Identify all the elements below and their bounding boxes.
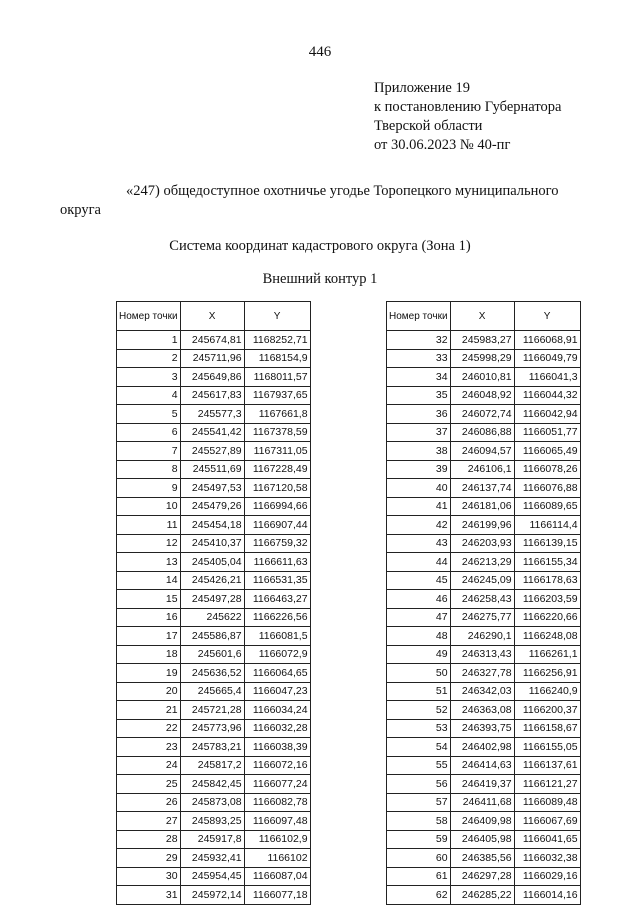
cell-point-number: 2 [117,349,181,368]
cell-x: 245527,89 [180,442,244,461]
cell-point-number: 35 [387,386,451,405]
cell-y: 1167378,59 [244,423,310,442]
cell-x: 246072,74 [450,405,514,424]
cell-y: 1166611,63 [244,553,310,572]
cell-y: 1166049,79 [514,349,580,368]
table-row [117,867,311,886]
cell-y: 1168011,57 [244,368,310,387]
cell-point-number: 41 [387,497,451,516]
cell-x: 246363,08 [450,701,514,720]
table-row [387,331,581,350]
table-body [387,331,581,905]
cell-x: 246402,98 [450,738,514,757]
cell-x: 245577,3 [180,405,244,424]
cell-y: 1166041,3 [514,368,580,387]
table-row [387,849,581,868]
cell-y: 1166078,26 [514,460,580,479]
cell-y: 1166226,56 [244,608,310,627]
cell-point-number: 22 [117,719,181,738]
cell-y: 1166032,38 [514,849,580,868]
cell-point-number: 14 [117,571,181,590]
cell-y: 1167120,58 [244,479,310,498]
cell-y: 1166137,61 [514,756,580,775]
table-row [117,664,311,683]
appendix-block [374,79,561,155]
cell-x: 245405,04 [180,553,244,572]
table-row [117,682,311,701]
cell-x: 246285,22 [450,886,514,905]
coordinates-table-right [386,301,581,905]
table-row [117,812,311,831]
cell-point-number: 17 [117,627,181,646]
cell-x: 245497,53 [180,479,244,498]
table-row [117,627,311,646]
cell-point-number: 6 [117,423,181,442]
cell-x: 246203,93 [450,534,514,553]
table-row [117,830,311,849]
cell-y: 1166038,39 [244,738,310,757]
cell-y: 1167937,65 [244,386,310,405]
contour-title: Внешний контур 1 [262,271,378,287]
cell-y: 1166240,9 [514,682,580,701]
cell-point-number: 20 [117,682,181,701]
table-row [387,645,581,664]
cell-x: 245497,28 [180,590,244,609]
cell-y: 1166068,91 [514,331,580,350]
cell-y: 1167311,05 [244,442,310,461]
cell-y: 1166072,16 [244,756,310,775]
table-row [117,331,311,350]
cell-y: 1166064,65 [244,664,310,683]
cell-point-number: 36 [387,405,451,424]
cell-point-number: 53 [387,719,451,738]
cell-x: 246199,96 [450,516,514,535]
cell-x: 246385,56 [450,849,514,868]
table-row [387,664,581,683]
cell-x: 246411,68 [450,793,514,812]
cell-x: 246010,81 [450,368,514,387]
cell-x: 245917,8 [180,830,244,849]
cell-x: 245586,87 [180,627,244,646]
cell-point-number: 60 [387,849,451,868]
cell-x: 245972,14 [180,886,244,905]
cell-y: 1166072,9 [244,645,310,664]
appendix-line: Тверской области [374,118,483,134]
table-row [387,534,581,553]
cell-x: 246297,28 [450,867,514,886]
cell-x: 245622 [180,608,244,627]
cell-x: 245932,41 [180,849,244,868]
cell-x: 245649,86 [180,368,244,387]
cell-point-number: 30 [117,867,181,886]
coordinates-table-left [116,301,311,905]
cell-y: 1166067,69 [514,812,580,831]
table-row [387,738,581,757]
cell-point-number: 27 [117,812,181,831]
table-row [117,442,311,461]
cell-point-number: 37 [387,423,451,442]
cell-x: 246094,57 [450,442,514,461]
cell-y: 1167661,8 [244,405,310,424]
cell-y: 1166044,32 [514,386,580,405]
table-row [387,627,581,646]
cell-x: 246409,98 [450,812,514,831]
cell-point-number: 24 [117,756,181,775]
table-row [117,756,311,775]
appendix-line: к постановлению Губернатора [374,99,562,115]
cell-x: 245873,08 [180,793,244,812]
cell-point-number: 46 [387,590,451,609]
cell-x: 245983,27 [450,331,514,350]
cell-y: 1168252,71 [244,331,310,350]
cell-y: 1166077,24 [244,775,310,794]
table-row [117,386,311,405]
table-row [117,368,311,387]
table-row [117,405,311,424]
cell-point-number: 29 [117,849,181,868]
cell-point-number: 61 [387,867,451,886]
cell-x: 246393,75 [450,719,514,738]
table-row [117,497,311,516]
cell-x: 246258,43 [450,590,514,609]
cell-point-number: 49 [387,645,451,664]
table-row [117,553,311,572]
cell-x: 245893,25 [180,812,244,831]
table-row [387,719,581,738]
table-row [117,460,311,479]
table-row [387,756,581,775]
table-row [387,590,581,609]
table-row [387,812,581,831]
cell-y: 1166759,32 [244,534,310,553]
cell-y: 1166041,65 [514,830,580,849]
cell-x: 246245,09 [450,571,514,590]
cell-x: 245636,52 [180,664,244,683]
table-row [117,349,311,368]
table-header-row [387,302,581,331]
table-row [117,886,311,905]
cell-point-number: 1 [117,331,181,350]
coordinate-system-title: Система координат кадастрового округа (Зона 1) [169,238,471,254]
cell-x: 245617,83 [180,386,244,405]
table-row [117,516,311,535]
cell-y: 1166034,24 [244,701,310,720]
cell-point-number: 12 [117,534,181,553]
cell-point-number: 32 [387,331,451,350]
cell-point-number: 21 [117,701,181,720]
column-header-y: Y [514,302,580,331]
cell-point-number: 15 [117,590,181,609]
cell-x: 246275,77 [450,608,514,627]
cell-y: 1166203,59 [514,590,580,609]
table-row [117,701,311,720]
appendix-line: от 30.06.2023 № 40-пг [374,137,511,153]
cell-point-number: 62 [387,886,451,905]
cell-point-number: 28 [117,830,181,849]
cell-point-number: 39 [387,460,451,479]
cell-point-number: 4 [117,386,181,405]
table-row [387,571,581,590]
table-row [387,460,581,479]
cell-point-number: 44 [387,553,451,572]
cell-y: 1166042,94 [514,405,580,424]
cell-x: 245783,21 [180,738,244,757]
cell-x: 245511,69 [180,460,244,479]
cell-point-number: 3 [117,368,181,387]
cell-point-number: 33 [387,349,451,368]
cell-y: 1166531,35 [244,571,310,590]
cell-y: 1167228,49 [244,460,310,479]
cell-point-number: 18 [117,645,181,664]
cell-y: 1166158,67 [514,719,580,738]
cell-point-number: 10 [117,497,181,516]
cell-y: 1166139,15 [514,534,580,553]
cell-point-number: 25 [117,775,181,794]
table-row [117,793,311,812]
cell-y: 1166178,63 [514,571,580,590]
table-row [387,405,581,424]
table-row [387,516,581,535]
cell-x: 245817,2 [180,756,244,775]
cell-point-number: 51 [387,682,451,701]
cell-x: 246181,06 [450,497,514,516]
cell-point-number: 11 [117,516,181,535]
table-body [117,331,311,905]
table-row [117,775,311,794]
table-row [387,553,581,572]
column-header-point-number: Номер точки [387,302,451,331]
cell-y: 1166089,48 [514,793,580,812]
document-heading: «247) общедоступное охотничье угодье Торопецкого муниципального округа [60,183,559,218]
cell-x: 246213,29 [450,553,514,572]
cell-y: 1166256,91 [514,664,580,683]
table-row [387,368,581,387]
table-row [117,645,311,664]
column-header-x: X [180,302,244,331]
cell-y: 1166200,37 [514,701,580,720]
cell-x: 246137,74 [450,479,514,498]
cell-y: 1166121,27 [514,775,580,794]
cell-point-number: 52 [387,701,451,720]
column-header-x: X [450,302,514,331]
cell-y: 1166907,44 [244,516,310,535]
table-row [387,386,581,405]
cell-x: 245711,96 [180,349,244,368]
cell-x: 246313,43 [450,645,514,664]
column-header-y: Y [244,302,310,331]
cell-x: 245454,18 [180,516,244,535]
cell-x: 246048,92 [450,386,514,405]
cell-point-number: 7 [117,442,181,461]
cell-point-number: 8 [117,460,181,479]
table-row [117,719,311,738]
table-row [117,534,311,553]
table-row [117,423,311,442]
cell-x: 246419,37 [450,775,514,794]
table-row [387,349,581,368]
cell-x: 245721,28 [180,701,244,720]
cell-x: 245410,37 [180,534,244,553]
cell-y: 1166155,34 [514,553,580,572]
cell-x: 245426,21 [180,571,244,590]
table-row [117,479,311,498]
cell-x: 246405,98 [450,830,514,849]
cell-x: 246086,88 [450,423,514,442]
cell-x: 245665,4 [180,682,244,701]
cell-y: 1166065,49 [514,442,580,461]
table-row [387,608,581,627]
cell-x: 245773,96 [180,719,244,738]
table-row [387,442,581,461]
table-header-row [117,302,311,331]
cell-y: 1166102 [244,849,310,868]
table-row [387,479,581,498]
table-row [117,738,311,757]
cell-point-number: 57 [387,793,451,812]
cell-point-number: 38 [387,442,451,461]
cell-point-number: 5 [117,405,181,424]
cell-x: 246414,63 [450,756,514,775]
cell-y: 1166081,5 [244,627,310,646]
cell-y: 1166248,08 [514,627,580,646]
table-row [117,590,311,609]
cell-y: 1166089,65 [514,497,580,516]
cell-y: 1166014,16 [514,886,580,905]
cell-y: 1166155,05 [514,738,580,757]
cell-x: 245601,6 [180,645,244,664]
cell-point-number: 55 [387,756,451,775]
cell-y: 1166261,1 [514,645,580,664]
cell-y: 1166047,23 [244,682,310,701]
table-row [387,701,581,720]
cell-y: 1166087,04 [244,867,310,886]
cell-point-number: 43 [387,534,451,553]
cell-x: 245541,42 [180,423,244,442]
cell-point-number: 40 [387,479,451,498]
table-row [117,608,311,627]
cell-x: 246106,1 [450,460,514,479]
cell-y: 1166994,66 [244,497,310,516]
cell-x: 246342,03 [450,682,514,701]
cell-point-number: 50 [387,664,451,683]
cell-point-number: 42 [387,516,451,535]
table-row [387,682,581,701]
cell-x: 246290,1 [450,627,514,646]
cell-y: 1166102,9 [244,830,310,849]
cell-point-number: 47 [387,608,451,627]
cell-x: 246327,78 [450,664,514,683]
cell-x: 245954,45 [180,867,244,886]
cell-point-number: 34 [387,368,451,387]
cell-point-number: 26 [117,793,181,812]
table-row [387,775,581,794]
cell-point-number: 16 [117,608,181,627]
cell-y: 1166029,16 [514,867,580,886]
cell-y: 1168154,9 [244,349,310,368]
table-row [117,849,311,868]
cell-y: 1166077,18 [244,886,310,905]
table-row [387,423,581,442]
table-row [387,867,581,886]
cell-y: 1166463,27 [244,590,310,609]
cell-x: 245842,45 [180,775,244,794]
cell-x: 245998,29 [450,349,514,368]
cell-point-number: 9 [117,479,181,498]
cell-point-number: 54 [387,738,451,757]
cell-y: 1166082,78 [244,793,310,812]
column-header-point-number: Номер точки [117,302,181,331]
table-row [387,886,581,905]
cell-point-number: 23 [117,738,181,757]
cell-point-number: 58 [387,812,451,831]
cell-point-number: 45 [387,571,451,590]
table-row [117,571,311,590]
appendix-line: Приложение 19 [374,80,470,96]
cell-y: 1166076,88 [514,479,580,498]
cell-x: 245479,26 [180,497,244,516]
page-number: 446 [308,44,332,60]
cell-y: 1166220,66 [514,608,580,627]
cell-point-number: 48 [387,627,451,646]
cell-y: 1166051,77 [514,423,580,442]
table-row [387,793,581,812]
cell-point-number: 59 [387,830,451,849]
cell-y: 1166032,28 [244,719,310,738]
cell-point-number: 19 [117,664,181,683]
table-row [387,497,581,516]
cell-point-number: 31 [117,886,181,905]
cell-x: 245674,81 [180,331,244,350]
cell-y: 1166097,48 [244,812,310,831]
cell-y: 1166114,4 [514,516,580,535]
cell-point-number: 56 [387,775,451,794]
cell-point-number: 13 [117,553,181,572]
table-row [387,830,581,849]
